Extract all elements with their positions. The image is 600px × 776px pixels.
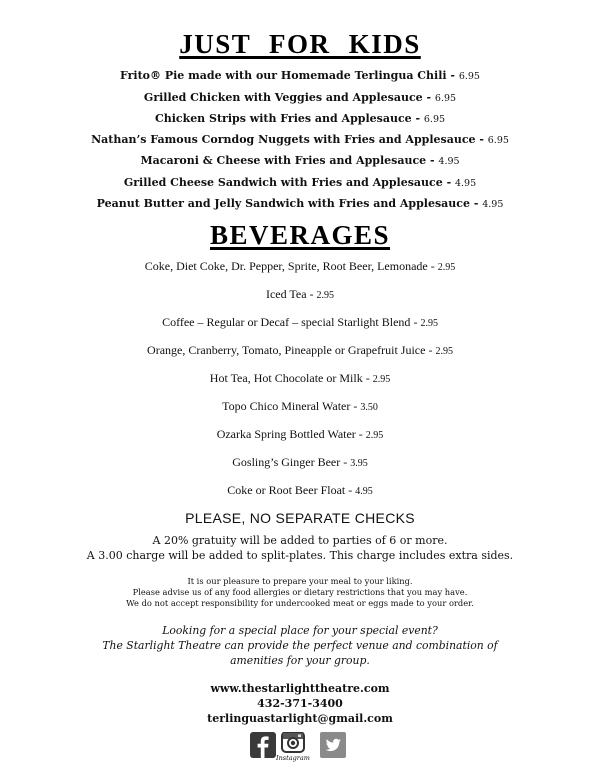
item-price: 4.95	[438, 156, 460, 167]
beverages-section-title: BEVERAGES	[209, 220, 391, 250]
beverage-item: Coke, Diet Coke, Dr. Pepper, Sprite, Root Beer, Lemonade - 2.95	[144, 259, 456, 273]
gratuity-note: A 20% gratuity will be added to parties of 6 or more.	[152, 534, 448, 547]
item-name: Peanut Butter and Jelly Sandwich with Fries and Applesauce	[96, 197, 470, 210]
item-name: Chicken Strips with Fries and Applesauce	[154, 112, 412, 125]
kids-menu-item: Macaroni & Cheese with Fries and Applesauce - 4.95	[140, 154, 460, 167]
item-name: Iced Tea	[265, 287, 307, 301]
item-name: Coke or Root Beer Float	[227, 483, 346, 497]
beverage-item: Gosling’s Ginger Beer - 3.95	[232, 455, 368, 469]
fine-print-line: Please advise us of any food allergies or dietary restrictions that you may have.	[132, 587, 468, 597]
item-name: Gosling’s Ginger Beer	[232, 455, 341, 469]
item-price: 3.95	[350, 458, 368, 469]
fine-print-line: We do not accept responsibility for undercooked meat or eggs made to your order.	[126, 598, 474, 608]
item-name: Coke, Diet Coke, Dr. Pepper, Sprite, Root Beer, Lemonade	[144, 259, 428, 273]
item-price: 2.95	[437, 262, 456, 273]
item-name: Coffee – Regular or Decaf – special Starlight Blend	[162, 315, 411, 329]
item-price: 2.95	[420, 318, 438, 329]
beverage-item: Hot Tea, Hot Chocolate or Milk - 2.95	[209, 371, 391, 385]
kids-menu-item: Frito® Pie made with our Homemade Terlingua Chili - 6.95	[120, 69, 480, 82]
kids-menu-item: Grilled Chicken with Veggies and Applesauce - 6.95	[143, 91, 457, 104]
fine-print-line: It is our pleasure to prepare your meal to your liking.	[187, 576, 413, 586]
kids-menu-item: Chicken Strips with Fries and Applesauce - 6.95	[154, 112, 446, 125]
facebook-icon[interactable]	[250, 732, 276, 758]
item-price: 6.95	[458, 71, 480, 82]
item-price: 4.95	[355, 486, 373, 497]
item-name: Orange, Cranberry, Tomato, Pineapple or Grapefruit Juice	[147, 343, 426, 357]
kids-menu-item: Nathan’s Famous Corndog Nuggets with Fries and Applesauce - 6.95	[91, 133, 509, 146]
item-price: 6.95	[423, 114, 446, 125]
item-name: Topo Chico Mineral Water	[222, 399, 351, 413]
item-name: Grilled Chicken with Veggies and Applesauce	[143, 91, 423, 104]
website-link[interactable]: www.thestarlighttheatre.com	[210, 682, 390, 695]
item-price: 3.50	[360, 402, 378, 413]
kids-section-title: JUST FOR KIDS	[179, 29, 421, 59]
item-price: 6.95	[434, 93, 457, 104]
item-name: Ozarka Spring Bottled Water	[216, 427, 356, 441]
no-separate-checks-heading: PLEASE, NO SEPARATE CHECKS	[185, 510, 415, 526]
item-name: Nathan’s Famous Corndog Nuggets with Fries and Applesauce	[91, 133, 476, 146]
beverage-item: Iced Tea - 2.95	[265, 287, 335, 301]
item-name: Macaroni & Cheese with Fries and Applesauce	[140, 154, 427, 167]
kids-menu-item: Peanut Butter and Jelly Sandwich with Fries and Applesauce - 4.95	[96, 197, 504, 210]
promo-line: amenities for your group.	[230, 654, 370, 667]
phone-number: 432-371-3400	[257, 697, 343, 710]
item-name: Grilled Cheese Sandwich with Fries and Applesauce	[123, 176, 443, 189]
promo-line: The Starlight Theatre can provide the perfect venue and combination of	[102, 639, 498, 652]
item-price: 2.95	[365, 430, 384, 441]
item-price: 4.95	[454, 178, 477, 189]
beverage-item: Topo Chico Mineral Water - 3.50	[222, 399, 378, 413]
item-name: Hot Tea, Hot Chocolate or Milk	[209, 371, 363, 385]
item-name: Frito® Pie made with our Homemade Terlingua Chili	[120, 69, 447, 82]
kids-menu-item: Grilled Cheese Sandwich with Fries and Applesauce - 4.95	[123, 176, 477, 189]
promo-line: Looking for a special place for your special event?	[162, 624, 438, 637]
beverage-item: Coffee – Regular or Decaf – special Starlight Blend - 2.95	[162, 315, 438, 329]
item-price: 2.95	[435, 346, 453, 357]
item-price: 2.95	[372, 374, 391, 385]
split-plate-note: A 3.00 charge will be added to split-plates. This charge includes extra sides.	[86, 549, 514, 562]
email-link[interactable]: terlinguastarlight@gmail.com	[207, 712, 393, 725]
twitter-icon[interactable]	[320, 732, 346, 758]
instagram-label: Instagram	[276, 754, 310, 762]
item-price: 6.95	[487, 135, 509, 146]
item-price: 2.95	[316, 290, 335, 301]
beverage-item: Ozarka Spring Bottled Water - 2.95	[216, 427, 384, 441]
item-price: 4.95	[482, 199, 504, 210]
beverage-item: Coke or Root Beer Float - 4.95	[227, 483, 373, 497]
beverage-item: Orange, Cranberry, Tomato, Pineapple or Grapefruit Juice - 2.95	[147, 343, 453, 357]
